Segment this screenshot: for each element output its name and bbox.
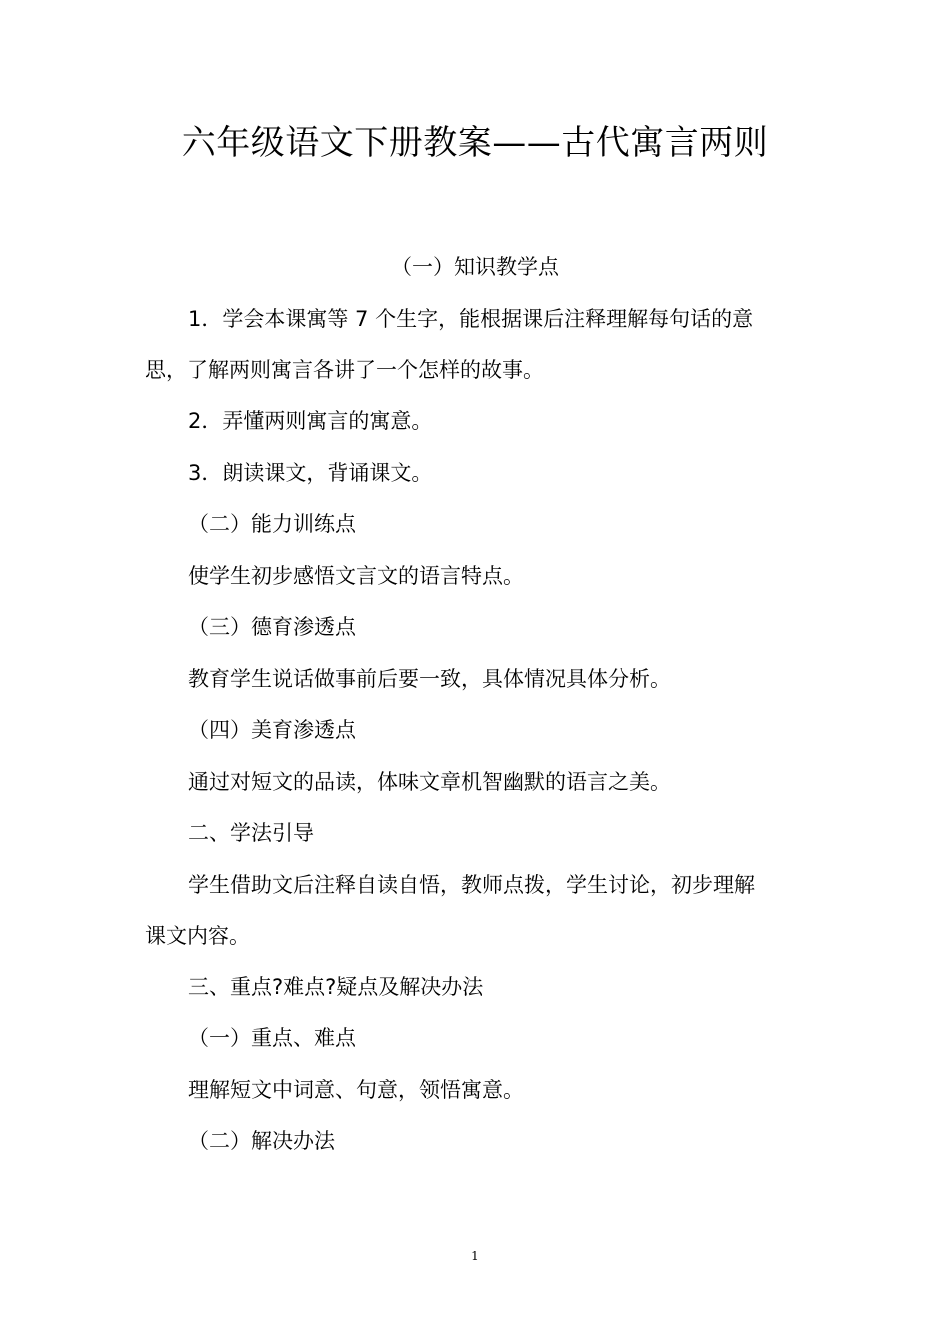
paragraph-line: 学生借助文后注释自读自悟，教师点拨，学生讨论，初步理解 [188, 873, 755, 897]
paragraph-line: 通过对短文的品读，体味文章机智幽默的语言之美。 [188, 770, 671, 794]
section-heading-method: 二、学法引导 [188, 821, 314, 845]
section-heading-keypoints: 三、重点?难点?疑点及解决办法 [188, 975, 484, 999]
paragraph-line: 使学生初步感悟文言文的语言特点。 [188, 564, 524, 588]
section-heading-moral: （三）德育渗透点 [188, 615, 356, 639]
paragraph-line: 2．弄懂两则寓言的寓意。 [188, 409, 433, 433]
paragraph-line: 3．朗读课文，背诵课文。 [188, 461, 433, 485]
section-heading-aesthetic: （四）美育渗透点 [188, 718, 356, 742]
section-heading-difficulty: （一）重点、难点 [188, 1026, 356, 1050]
page-number: 1 [471, 1249, 479, 1263]
paragraph-line: 理解短文中词意、句意，领悟寓意。 [188, 1078, 524, 1102]
paragraph-line: 课文内容。 [145, 924, 250, 948]
document-title: 六年级语文下册教案——古代寓言两则 [181, 123, 769, 163]
section-heading-ability: （二）能力训练点 [188, 512, 356, 536]
paragraph-line: 1．学会本课寓等 7 个生字，能根据课后注释理解每句话的意 [188, 307, 754, 331]
section-heading-knowledge: （一）知识教学点 [391, 255, 559, 279]
section-heading-solution: （二）解决办法 [188, 1129, 335, 1153]
paragraph-line: 教育学生说话做事前后要一致，具体情况具体分析。 [188, 667, 671, 691]
paragraph-line: 思，了解两则寓言各讲了一个怎样的故事。 [145, 358, 544, 382]
